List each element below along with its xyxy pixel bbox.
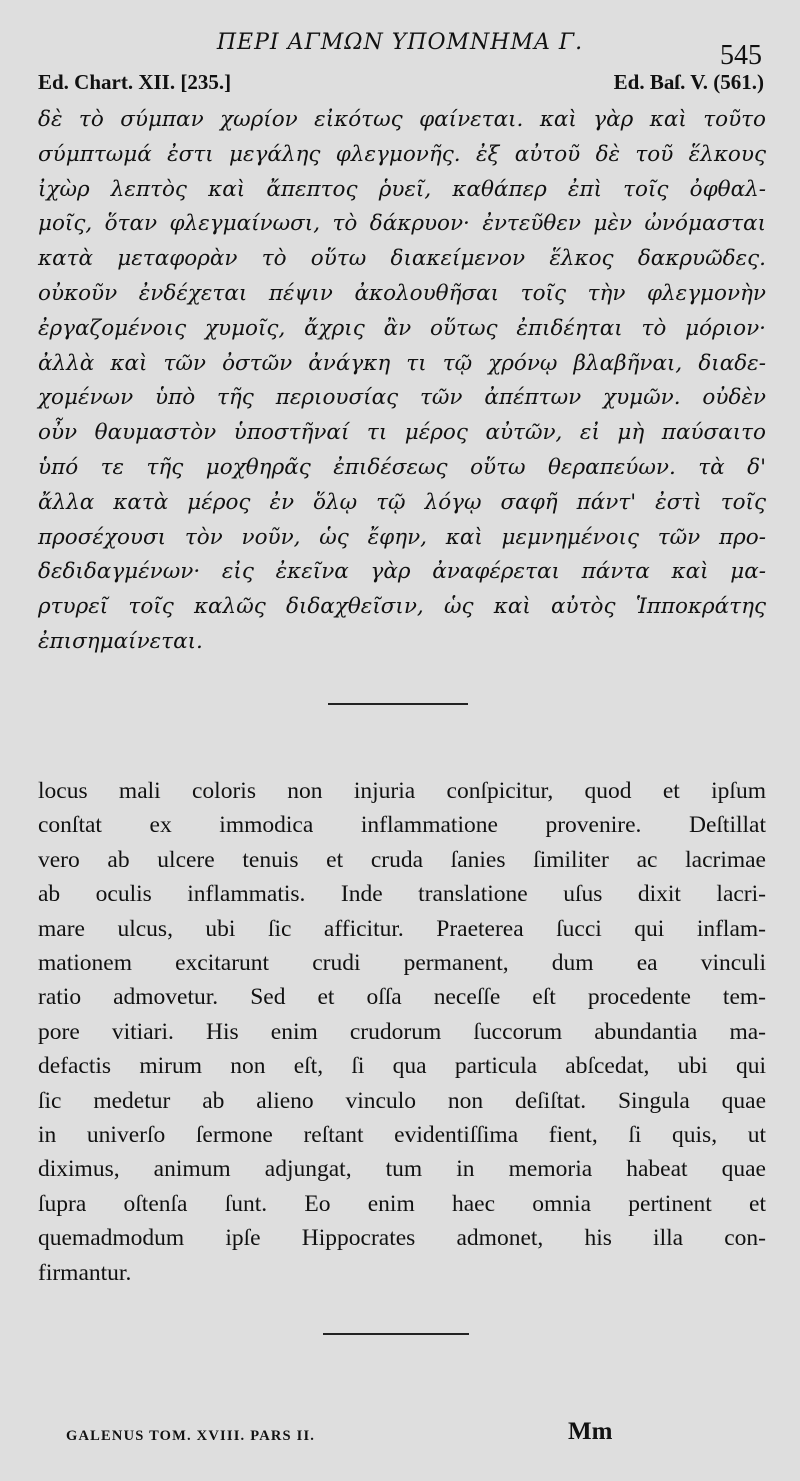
latin-line: ſupra oſtenſa ſunt. Eo enim haec omnia pertinent et [38,1190,766,1217]
latin-line: vero ab ulcere tenuis et cruda ſanies ſimiliter ac lacrimae [38,846,766,873]
greek-text-block [38,103,766,660]
latin-line: mationem excitarunt crudi permanent, dum ea vinculi [38,950,766,977]
greek-line: προσέχουσι τὸν νοῦν, ὡς ἔφην, καὶ μεμνημένοις τῶν προ- [38,524,766,550]
latin-line: ſic medetur ab alieno vinculo non deſiſtat. Singula quae [38,1087,766,1114]
greek-line: σύμπτωμά ἐστι μεγάλης φλεγμονῆς. ἐξ αὐτοῦ δὲ τοῦ ἕλκους [38,141,766,167]
greek-line: μοῖς, ὅταν φλεγμαίνωσι, τὸ δάκρυον· ἐντεῦθεν μὲν ὠνόμασται [38,211,766,237]
greek-line: δὲ τὸ σύμπαν χωρίον εἰκότως φαίνεται. καὶ γὰρ καὶ τοῦτο [38,107,766,132]
greek-line: ἐργαζομένοις χυμοῖς, ἄχρις ἂν οὕτως ἐπιδέηται τὸ μόριον· [38,315,766,341]
greek-line: ἄλλα κατὰ μέρος ἐν ὅλῳ τῷ λόγῳ σαφῆ πάντ' ἐστὶ τοῖς [38,489,766,515]
latin-line: diximus, animum adjungat, tum in memoria habeat quae [38,1156,766,1183]
latin-line: pore vitiari. His enim crudorum ſuccorum abundantia ma- [38,1018,766,1045]
greek-line: ἰχὼρ λεπτὸς καὶ ἄπεπτος ῥυεῖ, καθάπερ ἐπὶ τοῖς ὀφθαλ- [38,176,766,202]
greek-line: ἐπισημαίνεται. [38,628,203,654]
running-title: ΠΕΡΙ ΑΓΜΩΝ ΥΠΟΜΝΗΜΑ Γ. [216,30,584,55]
gathering-mark: Mm [568,1418,613,1445]
latin-line: ratio admovetur. Sed et oſſa neceſſe eſt procedente tem- [38,984,766,1011]
edition-reference-left: Ed. Chart. XII. [235.] [38,70,232,94]
greek-line: δεδιδαγμένων· εἰς ἐκεῖνα γὰρ ἀναφέρεται πάντα καὶ μα- [38,559,766,585]
latin-line: mare ulcus, ubi ſic afficitur. Praeterea ſucci qui inflam- [38,915,766,942]
greek-line: χομένων ὑπὸ τῆς περιουσίας τῶν ἀπέπτων χυμῶν. οὐδὲν [38,385,766,411]
latin-line: defactis mirum non eſt, ſi qua particula abſcedat, ubi qui [38,1053,766,1080]
latin-line: in univerſo ſermone reſtant evidentiſſima fient, ſi quis, ut [38,1122,766,1149]
greek-line: οὐκοῦν ἐνδέχεται πέψιν ἀκολουθῆσαι τοῖς τὴν φλεγμονὴν [38,280,766,306]
greek-line: οὖν θαυμαστὸν ὑποστῆναί τι μέρος αὐτῶν, εἰ μὴ παύσαιτο [38,420,766,446]
greek-line: ὑπό τε τῆς μοχθηρᾶς ἐπιδέσεως οὕτω θεραπεύων. τὰ δ' [38,454,766,480]
latin-line: firmantur. [38,1259,132,1286]
greek-line: κατὰ μεταφορὰν τὸ οὕτω διακείμενον ἕλκος δακρυῶδες. [38,246,766,272]
latin-line: locus mali coloris non injuria conſpicitur, quod et ipſum [38,778,766,804]
section-divider [323,1333,469,1335]
page-number: 545 [720,40,762,71]
latin-line: quemadmodum ipſe Hippocrates admonet, his illa con- [38,1225,766,1252]
latin-line: ab oculis inflammatis. Inde translatione uſus dixit lacri- [38,881,766,908]
greek-line: ρτυρεῖ τοῖς καλῶς διδαχθεῖσιν, ὡς καὶ αὐτὸς Ἱπποκράτης [38,594,766,620]
section-divider [328,703,468,705]
latin-text-block [38,774,766,1290]
latin-line: conſtat ex immodica inflammatione provenire. Deſtillat [38,812,766,839]
footer-signature: GALENUS TOM. XVIII. PARS II. [66,1428,316,1444]
greek-line: ἀλλὰ καὶ τῶν ὀστῶν ἀνάγκη τι τῷ χρόνῳ βλαβῆναι, διαδε- [38,350,766,376]
edition-reference-right: Ed. Baſ. V. (561.) [613,70,764,94]
